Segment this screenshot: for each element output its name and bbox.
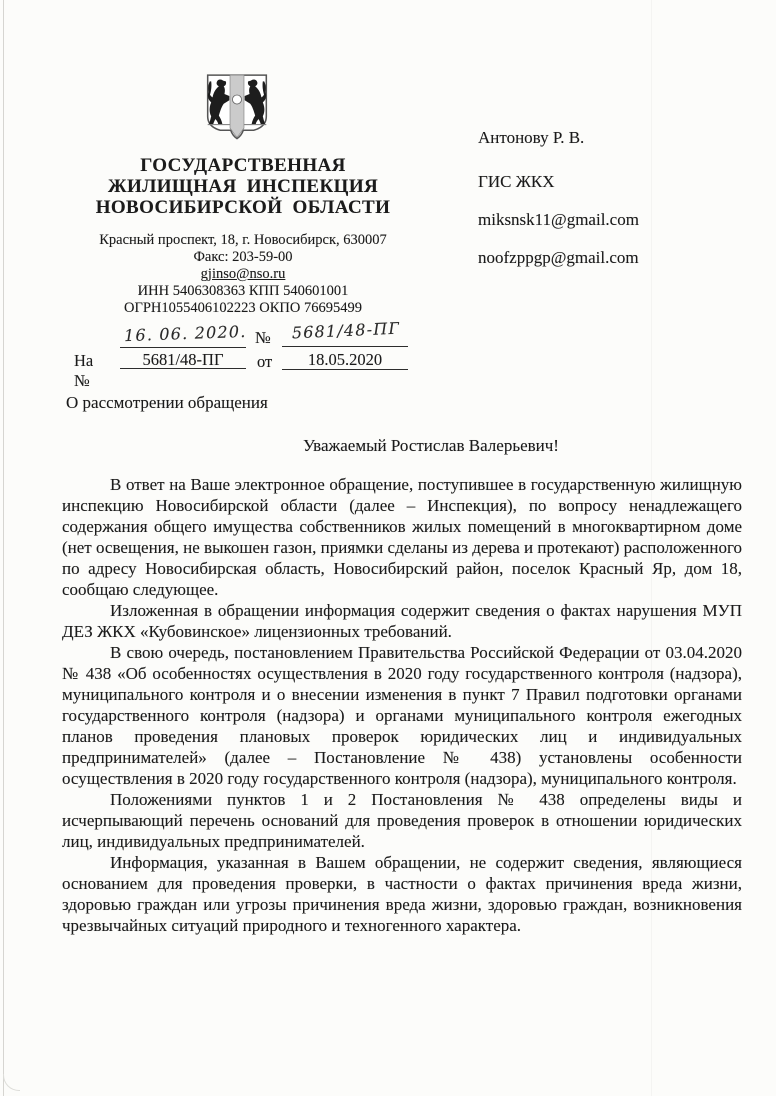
incoming-number-underline (120, 368, 246, 369)
outgoing-number-underline (282, 346, 408, 347)
org-name-line: НОВОСИБИРСКОЙ ОБЛАСТИ (95, 197, 391, 218)
incoming-date-underline (282, 369, 408, 370)
org-name-block (50, 155, 436, 218)
org-fax: Факс: 203-59-00 (193, 249, 293, 265)
recipient-email-1: miksnsk11@gmail.com (478, 210, 639, 229)
letter-subject: О рассмотрении обращения (66, 393, 268, 412)
org-email: gjinso@nso.ru (200, 266, 286, 282)
letter-paragraph: Информация, указанная в Вашем обращении, не содержит сведения, являющиеся основанием для проведения проверки, в частности о фактах причинения вреда жизни, здоровью граждан или угрозы причинения вреда жизни, здоровью граждан, возникновения чрезвычайных ситуаций природного и техногенного характера. (62, 853, 742, 935)
letter-paragraph: В ответ на Ваше электронное обращение, поступившее в государственную жилищную инспекцию Новосибирской области (далее – Инспекция), по вопросу ненадлежащего содержания общего имущества собственников жилых помещений в многоквартирном доме (нет освещения, не выкошен газон, приямки сделаны из дерева и протекают) расположенного по адресу Новосибирская область, Новосибирский район, поселок Красный Яр, дом 18, сообщаю следующее. (62, 475, 742, 599)
letter-paragraph: В свою очередь, постановлением Правительства Российской Федерации от 03.04.2020 № 438 «Об особенностях осуществления в 2020 году государственного контроля (надзора), муниципального контроля и о внесении изменения в пункт 7 Правил подготовки органами государственного контроля (надзора) и органами муниципального контроля ежегодных планов проведения плановых проверок юридических лиц и индивидуальных предпринимателей» (далее – Постановление № 438) установлены особенности осуществления в 2020 году государственного контроля (надзора), муниципального контроля. (62, 643, 742, 788)
org-name-line: ГОСУДАРСТВЕННАЯ (140, 155, 346, 176)
org-address: Красный проспект, 18, г. Новосибирск, 630007 (99, 232, 387, 248)
outgoing-number-sign: № (255, 328, 271, 347)
org-inn-kpp: ИНН 5406308363 КПП 540601001 (137, 283, 349, 299)
recipient-email-2: noofzppgp@gmail.com (478, 248, 639, 267)
recipient-name: Антонову Р. В. (478, 128, 585, 147)
incoming-date: 18.05.2020 (307, 350, 383, 369)
incoming-number: 5681/48-ПГ (142, 350, 224, 369)
letter-salutation: Уважаемый Ростислав Валерьевич! (303, 436, 559, 455)
outgoing-date-handwritten: 16. 06. 2020. (123, 321, 247, 346)
outgoing-number-handwritten: 5681/48-ПГ (291, 318, 401, 343)
incoming-number-label: На № (74, 351, 94, 390)
recipient-system: ГИС ЖКХ (478, 172, 555, 191)
letter-paragraph: Положениями пунктов 1 и 2 Постановления № 438 определены виды и исчерпывающий перечень оснований для проведения проверок в отношении юридических лиц, индивидуальных предпринимателей. (62, 790, 742, 851)
letter-body (62, 474, 742, 936)
org-contacts-block (50, 232, 436, 317)
letter-paragraph: Изложенная в обращении информация содержит сведения о фактах нарушения МУП ДЕЗ ЖКХ «Кубовинское» лицензионных требований. (62, 601, 742, 641)
recipient-block (478, 128, 728, 286)
novosibirsk-region-coat-of-arms-icon (202, 73, 272, 140)
incoming-date-label: от (257, 352, 273, 371)
scan-edge-artifact (3, 0, 4, 1096)
outgoing-date-underline (120, 347, 246, 348)
scan-corner-artifact (3, 1074, 20, 1091)
org-name-line: ЖИЛИЩНАЯ ИНСПЕКЦИЯ (107, 176, 379, 197)
org-ogrn-okpo: ОГРН1055406102223 ОКПО 76695499 (124, 300, 362, 316)
